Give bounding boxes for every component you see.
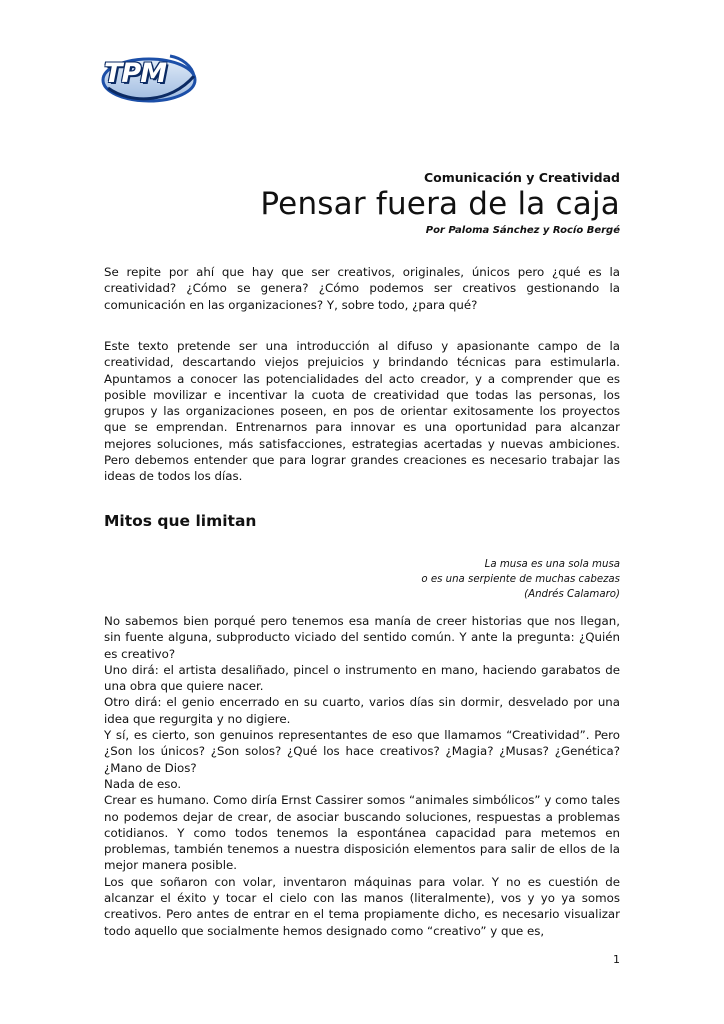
page-title: Pensar fuera de la caja (260, 186, 620, 222)
paragraph-text: No sabemos bien porqué pero tenemos esa manía de creer historias que nos llegan, sin fuente alguna, subproducto viciado del sentido común. Y ante la pregunta: ¿Quién es creativo? (104, 614, 620, 661)
epigraph-attribution: (Andrés Calamaro) (524, 589, 620, 600)
paragraph-text: Se repite por ahí que hay que ser creativos, originales, únicos pero ¿qué es la creatividad? ¿Cómo se genera? ¿Cómo podemos ser creativos gestionando la comunicación en las organizaciones? Y, sobre todo, ¿para qué? (104, 265, 620, 312)
paragraph-text: Y sí, es cierto, son genuinos representantes de eso que llamamos “Creatividad”. Pero ¿Son los únicos? ¿Son solos? ¿Qué los hace creativos? ¿Magia? ¿Musas? ¿Genética? ¿Mano de Dios? (104, 728, 620, 775)
epigraph-line: o es una serpiente de muchas cabezas (421, 574, 620, 585)
section-body (104, 613, 620, 939)
paragraph-text: Nada de eso. (104, 776, 182, 791)
intro-paragraph-2 (104, 338, 620, 485)
epigraph-line: La musa es una sola musa (484, 559, 620, 570)
section-heading: Mitos que limitan (104, 512, 257, 530)
intro-paragraph-1 (104, 264, 620, 313)
paragraph-text: Crear es humano. Como diría Ernst Cassirer somos “animales simbólicos” y como tales no podemos dejar de crear, de asociar buscando soluciones, respuestas a problemas cotidianos. Y como todos tenemos la espontánea capacidad para metemos en problemas, también tenemos a nuestra disposición elementos para salir de ellos de la mejor manera posible. (104, 793, 620, 873)
paragraph-text: Los que soñaron con volar, inventaron máquinas para volar. Y no es cuestión de alcanzar el éxito y tocar el cielo con las manos (literalmente), vos y yo ya somos creativos. Pero antes de entrar en el tema propiamente dicho, es necesario visualizar todo aquello que socialmente hemos designado como “creativo” y que es, (104, 874, 620, 938)
paragraph-text: Este texto pretende ser una introducción al difuso y apasionante campo de la creatividad, descartando viejos prejuicios y brindando técnicas para estimularla. Apuntamos a conocer las potencialidades del acto creador, y a comprender que es posible movilizar e incentivar la cuota de creatividad que todas las personas, los grupos y las organizaciones poseen, en pos de orientar exitosamente los proyectos que se emprendan. Entrenarnos para innovar es una oportunidad para alcanzar mejores soluciones, más satisfacciones, estrategias acertadas y nuevas ambiciones. Pero debemos entender que para lograr grandes creaciones es necesario trabajar las ideas de todos los días. (104, 339, 620, 484)
epigraph (421, 557, 620, 602)
tpm-logo (100, 50, 198, 104)
logo-text: TPM (104, 58, 167, 89)
page-number: 1 (613, 953, 620, 966)
paragraph-text: Otro dirá: el genio encerrado en su cuarto, varios días sin dormir, desvelado por una idea que regurgita y no digiere. (104, 695, 620, 726)
byline: Por Paloma Sánchez y Rocío Bergé (425, 225, 620, 236)
paragraph-text: Uno dirá: el artista desaliñado, pincel o instrumento en mano, haciendo garabatos de una obra que quiere nacer. (104, 662, 620, 694)
section-kicker: Comunicación y Creatividad (423, 170, 620, 185)
